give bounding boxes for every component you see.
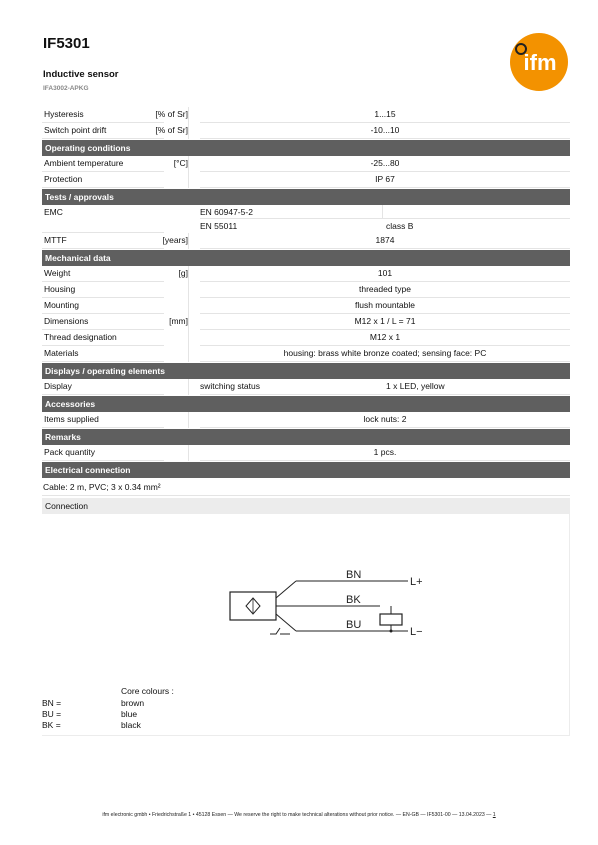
spec-row-hysteresis [42,107,570,123]
spec-label: EMC [44,207,63,217]
emc-class: class B [386,221,414,231]
core-code: BN = [42,698,62,708]
display-type: switching status [200,381,260,391]
wire-bn-label: BN [346,569,362,581]
spec-row-mounting [42,298,570,314]
spec-label: Dimensions [44,316,89,326]
wire-bk-label: BK [346,594,361,606]
spec-row-ambient-temperature [42,156,570,172]
spec-row-switch-point-drift [42,123,570,139]
spec-label: Items supplied [44,414,99,424]
spec-label: Materials [44,348,79,358]
spec-label: MTTF [44,235,67,245]
section-header-tests: Tests / approvals [42,189,570,205]
spec-row-emc-2 [42,219,570,233]
spec-value: 1 pcs. [373,447,397,457]
spec-label: Weight [44,268,71,278]
datasheet [42,107,570,736]
section-header-displays: Displays / operating elements [42,363,570,379]
spec-label: Housing [44,284,76,294]
spec-value: housing: brass white bronze coated; sensing face: PC [283,348,487,358]
spec-row-housing [42,282,570,298]
product-title: IF5301 [43,35,90,52]
section-header-accessories: Accessories [42,396,570,412]
product-subtitle: Inductive sensor [43,69,119,80]
section-header-mechanical: Mechanical data [42,250,570,266]
spec-unit: [% of Sr] [155,109,188,119]
spec-value: threaded type [359,284,411,294]
ifm-logo [510,33,568,91]
footer-text: ifm electronic gmbh • Friedrichstraße 1 • 45128 Essen — We reserve the right to make technical alterations without prior notice. — EN-GB — IF5301-00 — 13.04.2023 — [102,812,492,818]
cable-spec: Cable: 2 m, PVC; 3 x 0.34 mm² [42,478,570,496]
spec-value: 1874 [375,235,395,245]
spec-value: M12 x 1 / L = 71 [354,316,416,326]
core-code: BK = [42,720,61,730]
connection-panel [42,514,570,736]
spec-value: flush mountable [354,300,415,310]
spec-unit: [g] [178,268,188,278]
page-number-link[interactable]: 1 [492,812,496,818]
l-minus-label: L− [410,626,423,638]
spec-row-weight [42,266,570,282]
spec-value: M12 x 1 [369,332,401,342]
spec-row-items-supplied [42,412,570,428]
spec-value: -10...10 [370,125,400,135]
connection-label: Connection [42,498,570,514]
spec-label: Protection [44,174,83,184]
l-plus-label: L+ [410,576,423,588]
spec-label: Pack quantity [44,447,96,457]
spec-value: 1...15 [374,109,396,119]
spec-row-emc-1 [42,205,570,219]
product-code: IFA3002-APKG [43,85,89,92]
spec-label: Mounting [44,300,79,310]
spec-label: Display [44,381,72,391]
core-code: BU = [42,709,62,719]
spec-label: Ambient temperature [44,158,124,168]
spec-unit: [°C] [173,158,188,168]
spec-value: IP 67 [375,174,395,184]
spec-unit: [years] [162,235,188,245]
spec-row-dimensions [42,314,570,330]
section-header-electrical: Electrical connection [42,462,570,478]
spec-row-thread-designation [42,330,570,346]
spec-unit: [mm] [169,316,188,326]
logo-text: ifm [523,50,557,75]
spec-row-pack-quantity [42,445,570,461]
spec-value: -25...80 [370,158,400,168]
page-footer [0,812,598,818]
wire-bu-label: BU [346,619,362,631]
emc-standard: EN 60947-5-2 [200,207,253,217]
spec-row-display [42,379,570,395]
spec-label: Switch point drift [44,125,107,135]
spec-row-materials [42,346,570,362]
display-led: 1 x LED, yellow [386,381,445,391]
section-header-remarks: Remarks [42,429,570,445]
spec-unit: [% of Sr] [155,125,188,135]
core-colours-heading: Core colours : [121,686,174,696]
core-color: blue [121,709,138,719]
spec-label: Hysteresis [44,109,84,119]
spec-row-mttf [42,233,570,249]
core-color: black [121,720,141,730]
wiring-diagram [228,558,428,638]
emc-standard: EN 55011 [200,221,238,231]
section-header-operating: Operating conditions [42,140,570,156]
spec-value: 101 [377,268,393,278]
core-color: brown [121,698,145,708]
spec-row-protection [42,172,570,188]
spec-value: lock nuts: 2 [363,414,407,424]
spec-label: Thread designation [44,332,117,342]
